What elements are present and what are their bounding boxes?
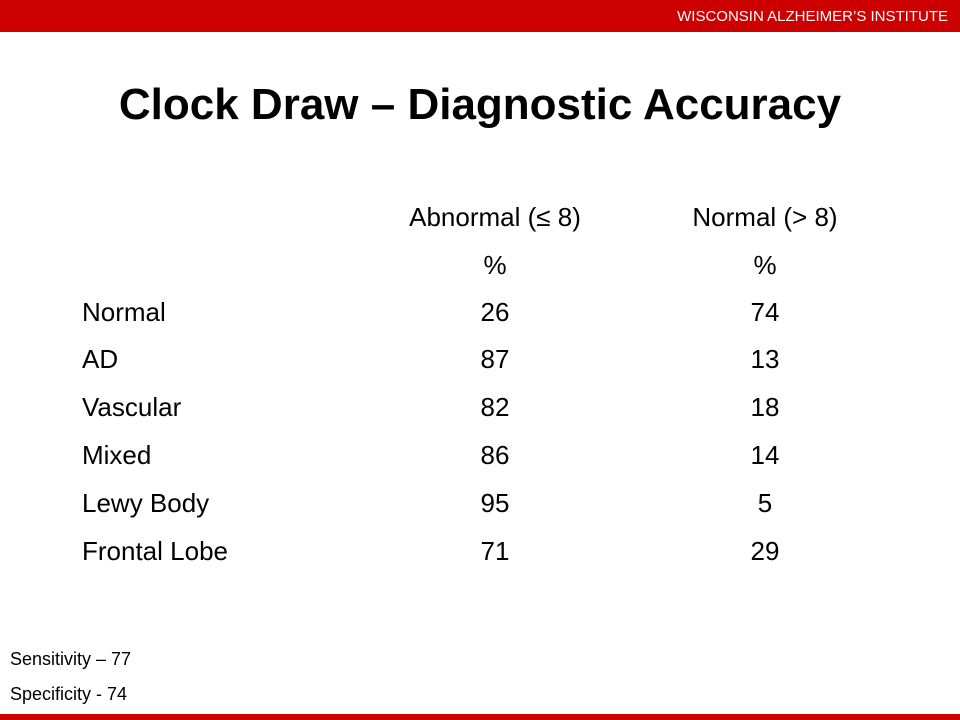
- column-unit-abnormal: %: [483, 250, 507, 280]
- abnormal-value: 26: [480, 297, 510, 327]
- footer-bar: [0, 714, 960, 720]
- normal-value: 14: [750, 440, 780, 470]
- row-label: Mixed: [82, 440, 152, 470]
- row-label: Vascular: [82, 392, 182, 422]
- normal-value: 18: [750, 392, 780, 422]
- abnormal-value: 71: [480, 536, 510, 566]
- column-unit-normal: %: [753, 250, 777, 280]
- row-label: Frontal Lobe: [82, 536, 228, 566]
- row-label: Lewy Body: [82, 488, 210, 518]
- specificity-note: Specificity - 74: [10, 684, 128, 704]
- normal-value: 74: [750, 297, 780, 327]
- normal-value: 13: [750, 344, 780, 374]
- organization-name: WISCONSIN ALZHEIMER’S INSTITUTE: [677, 8, 948, 25]
- abnormal-value: 95: [480, 488, 510, 518]
- column-header-normal: Normal (> 8): [692, 202, 838, 232]
- abnormal-value: 86: [480, 440, 510, 470]
- abnormal-value: 82: [480, 392, 510, 422]
- abnormal-value: 87: [480, 344, 510, 374]
- row-label: Normal: [82, 297, 166, 327]
- normal-value: 5: [757, 488, 773, 518]
- slide-title: Clock Draw – Diagnostic Accuracy: [118, 80, 842, 129]
- normal-value: 29: [750, 536, 780, 566]
- sensitivity-note: Sensitivity – 77: [10, 649, 132, 669]
- row-label: AD: [82, 344, 119, 374]
- column-header-abnormal: Abnormal (≤ 8): [409, 202, 581, 232]
- header-bar: [0, 0, 960, 32]
